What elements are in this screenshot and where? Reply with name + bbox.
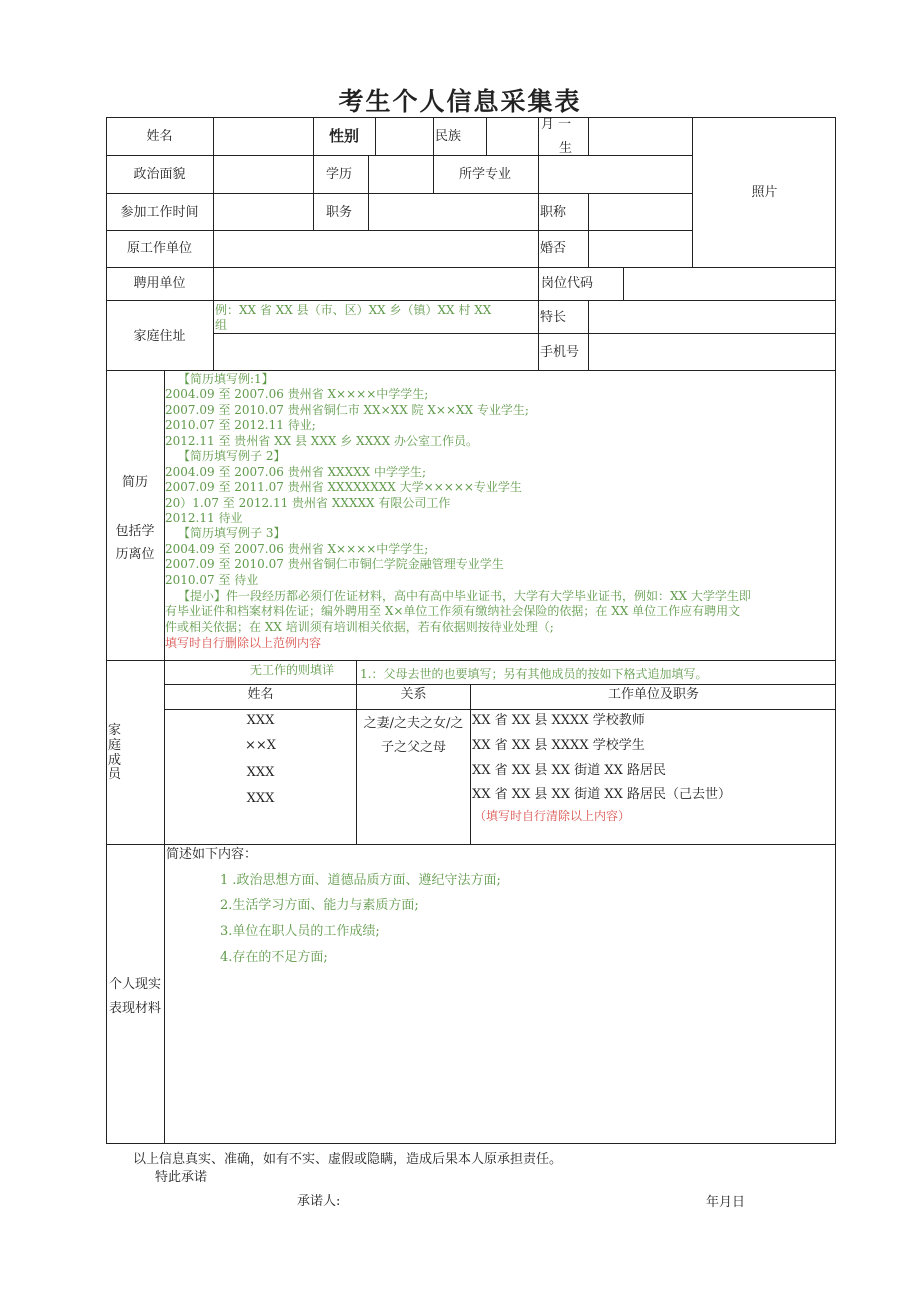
hiring-unit-input[interactable]	[214, 268, 538, 300]
address-label: 家庭住址	[133, 329, 186, 344]
resume-line: 2007.09 至 2010.07 贵州省铜仁市 XX×XX 院 X××XX 专业学生;	[165, 403, 529, 417]
resume-line: 20）1.07 至 2012.11 贵州省 XXXXX 有限公司工作	[165, 496, 451, 510]
work-start-input[interactable]	[214, 194, 313, 230]
major-label: 所学专业	[459, 167, 512, 182]
family-header-relation: 关系	[400, 687, 427, 702]
specialty-input[interactable]	[589, 301, 835, 333]
mobile-input[interactable]	[589, 334, 835, 370]
resume-line: 2007.09 至 2011.07 贵州省 XXXXXXXX 大学×××××专业学生	[165, 480, 522, 494]
performance-intro: 简述如下内容：	[166, 847, 258, 862]
gender-input[interactable]	[376, 118, 433, 155]
position-input[interactable]	[369, 194, 538, 230]
resume-delete-note: 填写时自行删除以上范例内容	[165, 636, 322, 650]
resume-line: 【简历填写例子 3】	[178, 526, 286, 540]
page-title: 考生个人信息采集表	[338, 87, 582, 116]
resume-line: 2004.09 至 2007.06 贵州省 X××××中学学生;	[165, 387, 429, 401]
title-rank-input[interactable]	[589, 194, 692, 230]
name-input[interactable]	[214, 118, 313, 155]
family-note-left: 无工作的则填详	[250, 663, 335, 677]
performance-input[interactable]	[165, 845, 835, 1143]
address-example-cont: 组	[215, 318, 228, 332]
ethnicity-input[interactable]	[487, 118, 538, 155]
resume-label: 简历	[121, 475, 148, 490]
family-member-name: ××X	[244, 738, 277, 753]
hereby-text: 特此承诺	[155, 1170, 208, 1185]
performance-item: 3.单位在职人员的工作成绩;	[220, 924, 380, 939]
former-unit-input[interactable]	[214, 231, 538, 267]
promise-statement: 以上信息真实、准确，如有不实、虚假或隐瞒，造成后果本人原承担责任。	[133, 1152, 563, 1167]
family-label-1: 家	[108, 723, 122, 738]
family-note-right: 1.：父母去世的也要填写；另有其他成员的按如下格式追加填写。	[360, 667, 708, 681]
family-relation-cont: 子之父之母	[380, 740, 446, 755]
title-rank-label: 职称	[540, 205, 567, 220]
family-member-name: XXX	[246, 713, 275, 728]
birth-label-bottom: 生	[559, 141, 573, 156]
education-label: 学历	[326, 167, 353, 182]
family-label-3: 成	[108, 753, 122, 768]
resume-line: 【简历填写例:1】	[178, 372, 274, 386]
resume-tip: 【提小】件一段经历都必须仃佐证材料，高中有高中毕业证书，大学有大学毕业证书，例如：XX 大学学生即	[178, 589, 751, 603]
family-work: XX 省 XX 县 XX 街道 XX 路居民	[472, 763, 666, 778]
major-input[interactable]	[539, 156, 692, 193]
resume-line: 2010.07 至 2012.11 待业;	[165, 418, 316, 432]
performance-item: 2.生活学习方面、能力与素质方面;	[220, 898, 419, 913]
hiring-unit-label: 聘用单位	[133, 276, 186, 291]
resume-label-2: 包括学	[115, 524, 155, 539]
resume-line: 2004.09 至 2007.06 贵州省 XXXXX 中学学生;	[165, 465, 427, 479]
post-code-label: 岗位代码	[541, 276, 594, 291]
birth-label-top: 月 一	[541, 117, 572, 132]
resume-label-3: 历离位	[115, 547, 155, 562]
resume-line: 2012.11 至 贵州省 XX 县 XXX 乡 XXXX 办公室工作员。	[165, 434, 479, 448]
marital-input[interactable]	[589, 231, 692, 267]
ethnicity-label: 民族	[435, 129, 462, 144]
performance-label: 个人现实	[108, 977, 161, 992]
resume-line: 【简历填写例子 2】	[178, 449, 286, 463]
family-header-work: 工作单位及职务	[607, 687, 699, 702]
address-example: 例：XX 省 XX 县（市、区）XX 乡（镇）XX 村 XX	[215, 303, 492, 317]
marital-label: 婚否	[540, 241, 567, 256]
photo-box[interactable]	[693, 118, 835, 267]
performance-item: 1 .政治思想方面、道德品质方面、遵纪守法方面;	[220, 873, 501, 888]
education-input[interactable]	[369, 156, 433, 193]
performance-item: 4.存在的不足方面;	[220, 950, 328, 965]
political-input[interactable]	[214, 156, 313, 193]
resume-tip-cont: 有毕业证件和档案材料佐证；编外聘用至 X×单位工作须有缴纳社会保险的依据；在 XX 单位工作应有聘用文	[165, 604, 741, 618]
family-member-name: XXX	[246, 765, 275, 780]
promiser-label: 承诺人:	[297, 1194, 341, 1209]
post-code-input[interactable]	[624, 268, 835, 300]
family-delete-note: （填写时自行清除以上内容）	[474, 809, 631, 823]
resume-line: 2004.09 至 2007.06 贵州省 X××××中学学生;	[165, 542, 429, 556]
former-unit-label: 原工作单位	[126, 241, 192, 256]
resume-line: 2012.11 待业	[165, 511, 243, 525]
position-label: 职务	[326, 205, 353, 220]
family-work: XX 省 XX 县 XXXX 学校教师	[472, 713, 645, 728]
family-relation: 之妻/之夫之女/之	[363, 716, 464, 731]
name-label: 姓名	[146, 129, 173, 144]
family-label-4: 员	[108, 767, 122, 782]
mobile-label: 手机号	[540, 345, 580, 360]
photo-label: 照片	[751, 185, 778, 200]
family-label-2: 庭	[108, 738, 122, 753]
address-input[interactable]	[214, 334, 538, 370]
resume-tip-cont: 件或相关依据；在 XX 培训须有培训相关依据，若有依据则按待业处理（;	[165, 620, 554, 634]
political-label: 政治面貌	[133, 167, 186, 182]
resume-line: 2010.07 至 待业	[165, 573, 259, 587]
family-work: XX 省 XX 县 XXXX 学校学生	[472, 738, 645, 753]
birth-input[interactable]	[589, 118, 692, 155]
resume-line: 2007.09 至 2010.07 贵州省铜仁市铜仁学院金融管理专业学生	[165, 557, 504, 571]
performance-label-2: 表现材料	[108, 1001, 161, 1016]
family-work: XX 省 XX 县 XX 街道 XX 路居民（己去世）	[472, 787, 731, 802]
date-label: 年月日	[706, 1195, 746, 1210]
specialty-label: 特长	[540, 310, 567, 325]
family-member-name: XXX	[246, 791, 275, 806]
family-header-name: 姓名	[247, 687, 274, 702]
work-start-label: 参加工作时间	[120, 205, 199, 220]
gender-label: 性别	[328, 127, 359, 145]
